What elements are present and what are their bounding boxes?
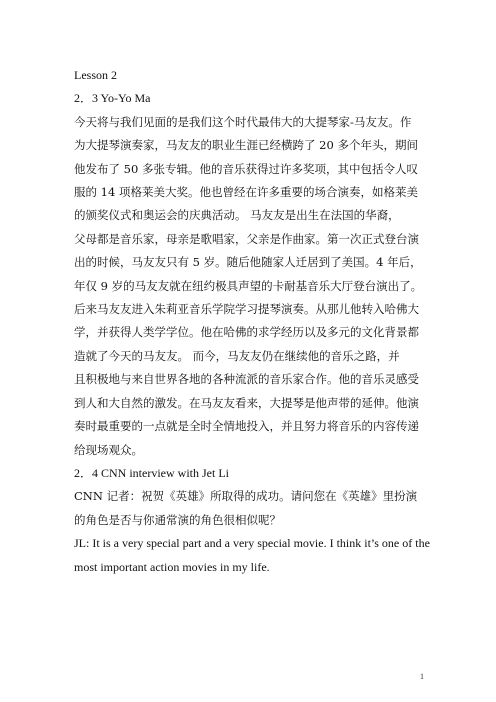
paragraph-line: 给现场观众。 bbox=[74, 442, 143, 457]
paragraph-line: 父母都是音乐家，母亲是歌唱家，父亲是作曲家。第一次正式登台演 bbox=[74, 231, 419, 246]
paragraph-line: 奏时最重要的一点就是全时全情地投入，并且努力将音乐的内容传递 bbox=[74, 419, 419, 434]
paragraph-line: 出的时候，马友友只有 5 岁。随后他随家人迁居到了美国。4 年后， bbox=[74, 255, 422, 270]
document-body bbox=[74, 64, 430, 579]
paragraph-line: 且积极地与来自世界各地的各种流派的音乐家合作。他的音乐灵感受 bbox=[74, 372, 419, 387]
paragraph-line: 造就了今天的马友友。 而今，马友友仍在继续他的音乐之路，并 bbox=[74, 348, 400, 363]
paragraph-line: 为大提琴演奏家，马友友的职业生涯已经横跨了 20 多个年头，期间 bbox=[74, 138, 418, 153]
section-heading-2-4: 2．4 CNN interview with Jet Li bbox=[74, 465, 229, 480]
interview-line: 的角色是否与你通常演的角色很相似呢？ bbox=[74, 512, 281, 527]
interview-answer-line: most important action movies in my life. bbox=[74, 559, 270, 574]
section-heading-2-3: 2．3 Yo-Yo Ma bbox=[74, 91, 151, 106]
interview-line: CNN 记者：祝贺《英雄》所取得的成功。请问您在《英雄》里扮演 bbox=[74, 489, 418, 504]
paragraph-line: 到人和大自然的激发。在马友友看来，大提琴是他声带的延伸。他演 bbox=[74, 395, 419, 410]
paragraph-line: 今天将与我们见面的是我们这个时代最伟大的大提琴家-马友友。作 bbox=[74, 114, 412, 129]
paragraph-line: 服的 14 项格莱美大奖。他也曾经在许多重要的场合演奏，如格莱美 bbox=[74, 185, 418, 200]
interview-answer-line: JL: It is a very special part and a very special movie. I think it’s one of the bbox=[74, 536, 430, 551]
paragraph-line: 后来马友友进入朱莉亚音乐学院学习提琴演奏。从那儿他转入哈佛大 bbox=[74, 302, 419, 317]
paragraph-line: 他发布了 50 多张专辑。他的音乐获得过许多奖项，其中包括令人叹 bbox=[74, 161, 418, 176]
page-number: 1 bbox=[420, 672, 424, 681]
paragraph-line: 年仅 9 岁的马友友就在纽约极具声望的卡耐基音乐大厅登台演出了。 bbox=[74, 278, 423, 293]
paragraph-line: 的颁奖仪式和奥运会的庆典活动。 马友友是出生在法国的华裔， bbox=[74, 208, 400, 223]
lesson-heading: Lesson 2 bbox=[74, 68, 117, 82]
paragraph-line: 学，并获得人类学学位。他在哈佛的求学经历以及多元的文化背景都 bbox=[74, 325, 419, 340]
